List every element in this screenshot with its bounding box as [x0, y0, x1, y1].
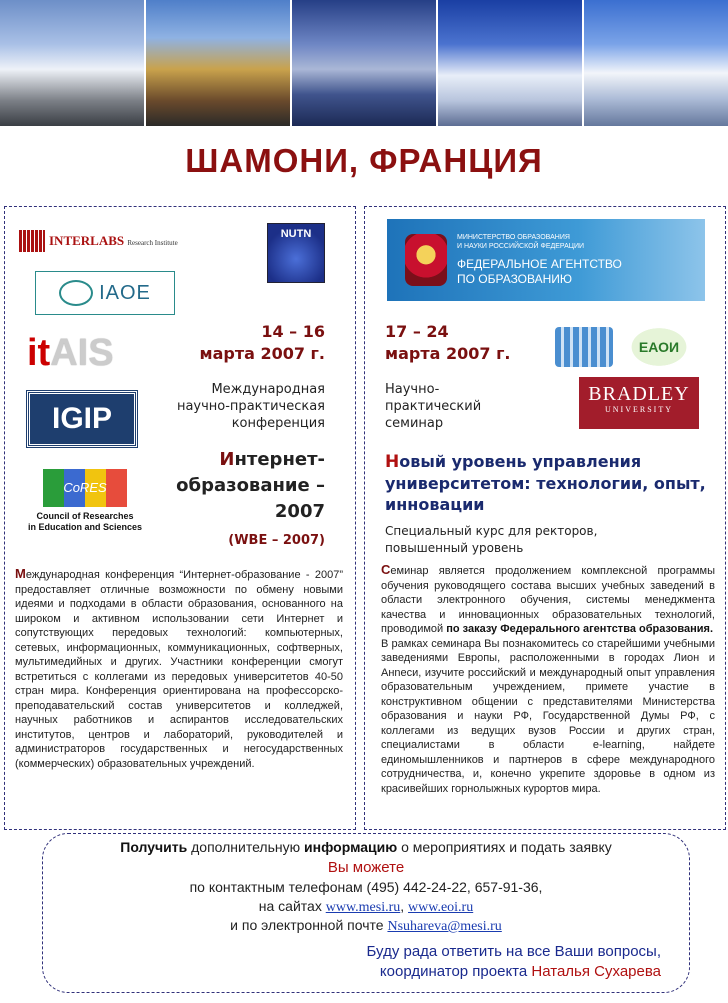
agency-line: ФЕДЕРАЛЬНОЕ АГЕНТСТВО [457, 257, 622, 271]
peak-photo [584, 0, 728, 126]
contact-intro [43, 838, 689, 857]
signature-coordinator [43, 962, 661, 981]
mountain-photo [0, 0, 146, 126]
contact-phones: по контактным телефонам (495) 442-24-22, 657-91-36, [189, 879, 543, 895]
bradley-subtext: UNIVERSITY [605, 405, 673, 414]
interlabs-logo-text: INTERLABS [49, 233, 125, 248]
contact-intro-text: о мероприятиях и подать заявку [397, 839, 612, 855]
title-initial: Н [385, 452, 400, 472]
conference-description [15, 567, 343, 771]
site-link-mesi[interactable]: www.mesi.ru [325, 900, 401, 915]
event-type-line: практический [385, 399, 482, 414]
contact-box [42, 833, 690, 993]
cores-logo-mark: CoRES [43, 469, 127, 507]
snow-mountain-photo [438, 0, 584, 126]
seminar-subtitle [385, 523, 597, 557]
contact-intro-text: дополнительную [187, 839, 305, 855]
event-type [385, 381, 525, 432]
event-type-line: конференция [231, 416, 325, 431]
cores-caption-line: in Education and Sciences [27, 522, 143, 532]
federal-agency-logo [387, 219, 705, 301]
title-line: 2007 [274, 501, 325, 522]
contact-email [43, 916, 689, 936]
title-text: овый уровень управления университетом: технологии, опыт, инновации [385, 452, 706, 514]
header-photo-banner [0, 0, 728, 126]
title-initial: И [219, 449, 235, 470]
site-link-eoi[interactable]: www.eoi.ru [408, 900, 474, 915]
event-type-line: Научно- [385, 382, 440, 397]
ministry-line: МИНИСТЕРСТВО ОБРАЗОВАНИЯ [457, 234, 570, 241]
sites-separator: , [400, 898, 409, 914]
contact-can: Вы можете [327, 859, 405, 876]
bradley-text: BRADLEY [588, 383, 690, 405]
conference-dates [199, 321, 325, 365]
event-type-line: семинар [385, 416, 444, 431]
event-type-line: Международная [211, 382, 325, 397]
eaoi-logo: ЕАОИ [627, 325, 691, 369]
igip-logo: IGIP [27, 391, 137, 447]
lake-mountain-photo [292, 0, 438, 126]
seminar-dates [385, 321, 511, 365]
seminar-description [381, 563, 715, 796]
date-range: 14 – 16 [261, 322, 325, 341]
contact-sites [43, 897, 689, 917]
coordinator-name: Наталья Сухарева [531, 963, 661, 980]
email-link[interactable]: Nsuhareva@mesi.ru [387, 919, 502, 934]
nutn-logo: NUTN [267, 223, 325, 283]
cores-logo [15, 469, 155, 545]
iaoe-logo [35, 271, 175, 315]
buildings-logo [555, 327, 613, 367]
conference-title [176, 447, 325, 525]
date-range: 17 – 24 [385, 322, 449, 341]
ministry-line: И НАУКИ РОССИЙСКОЙ ФЕДЕРАЦИИ [457, 243, 585, 250]
itais-it-text: it [27, 331, 51, 374]
iaoe-logo-text: IAOE [99, 281, 151, 304]
drop-cap: М [15, 566, 26, 581]
globe-icon [59, 280, 93, 306]
conference-abbrev: (WBE – 2007) [228, 533, 325, 548]
coordinator-label: координатор проекта [379, 963, 532, 980]
title-line: нтернет- [234, 449, 325, 470]
sites-label: на сайтах [258, 898, 326, 914]
cores-caption-line: Council of Researches [36, 511, 134, 521]
subtitle-line: Специальный курс для ректоров, [385, 524, 598, 538]
itais-ais-text: AIS [50, 331, 114, 374]
interlabs-logo-subtext: Research Institute [127, 239, 178, 247]
bradley-logo [579, 377, 699, 429]
coat-of-arms-icon [405, 234, 447, 286]
subtitle-line: повышенный уровень [385, 541, 524, 555]
date-month: марта 2007 г. [385, 344, 511, 363]
flags-village-photo [146, 0, 292, 126]
conference-column [4, 206, 356, 830]
seminar-column [364, 206, 726, 830]
agency-line: ПО ОБРАЗОВАНИЮ [457, 272, 573, 286]
page-title: ШАМОНИ, ФРАНЦИЯ [185, 142, 543, 179]
contact-intro-word: Получить [120, 839, 188, 855]
interlabs-grid-icon [19, 230, 45, 252]
contact-intro-word: информацию [304, 839, 398, 855]
email-label: и по электронной почте [230, 917, 388, 933]
drop-cap: С [381, 562, 391, 577]
interlabs-logo [19, 229, 235, 253]
description-emphasis: по заказу Федерального агентства образования. [446, 623, 714, 635]
signature-line: Буду рада ответить на все Ваши вопросы, [366, 943, 661, 960]
title-line: образование – [176, 475, 325, 496]
seminar-title [385, 451, 715, 515]
description-text: еждународная конференция “Интернет-образование - 2007” предоставляет отличные возможности по обмену новыми идеями и подходами в области образования, основанного на широком и активном использовании сети Интернет и сопутствующих передовых технологий: компьютерных, сетевых, информационных, коммуникационных, софтверных, мультимедийных и других. Участники конференции смогут встретиться с коллегами из передовых университетов 40-50 стран мира. Конференция ориентирована на профессорско-преподавательский состав университетов и колледжей, научных работников и аспирантов исследовательских институтов, центров и лабораторий, руководителей и администраторов государственных и негосударственных (коммерческих) образовательных учреждений. [15, 569, 343, 770]
event-type-line: научно-практическая [176, 399, 325, 414]
date-month: марта 2007 г. [199, 344, 325, 363]
itais-logo [27, 329, 153, 377]
event-type [177, 381, 325, 432]
description-text: В рамках семинара Вы познакомитесь со старейшими учебными заведениями Европы, расположенными в городах Лион и Анneси, изучите российский и международный опыт управления образовательным учреждением, примете участие в конструктивном общении с представителями Министерства образования и науки РФ, Государственной Думы РФ, с коллегами из ведущих вузов России и других стран, специалистами в области e-learning, найдете единомышленников и партнеров в сфере международного сотрудничества, и, конечно укрепите здоровье в одном из красивейших горнолыжных курортов мира. [381, 637, 715, 795]
description-text: еминар является продолжением комплексной программы обучения руководящего состава высших учебных заведений в области электронного обучения, системы менеджмента качества и инновационных образовательных технологий, проводимой [381, 565, 715, 635]
